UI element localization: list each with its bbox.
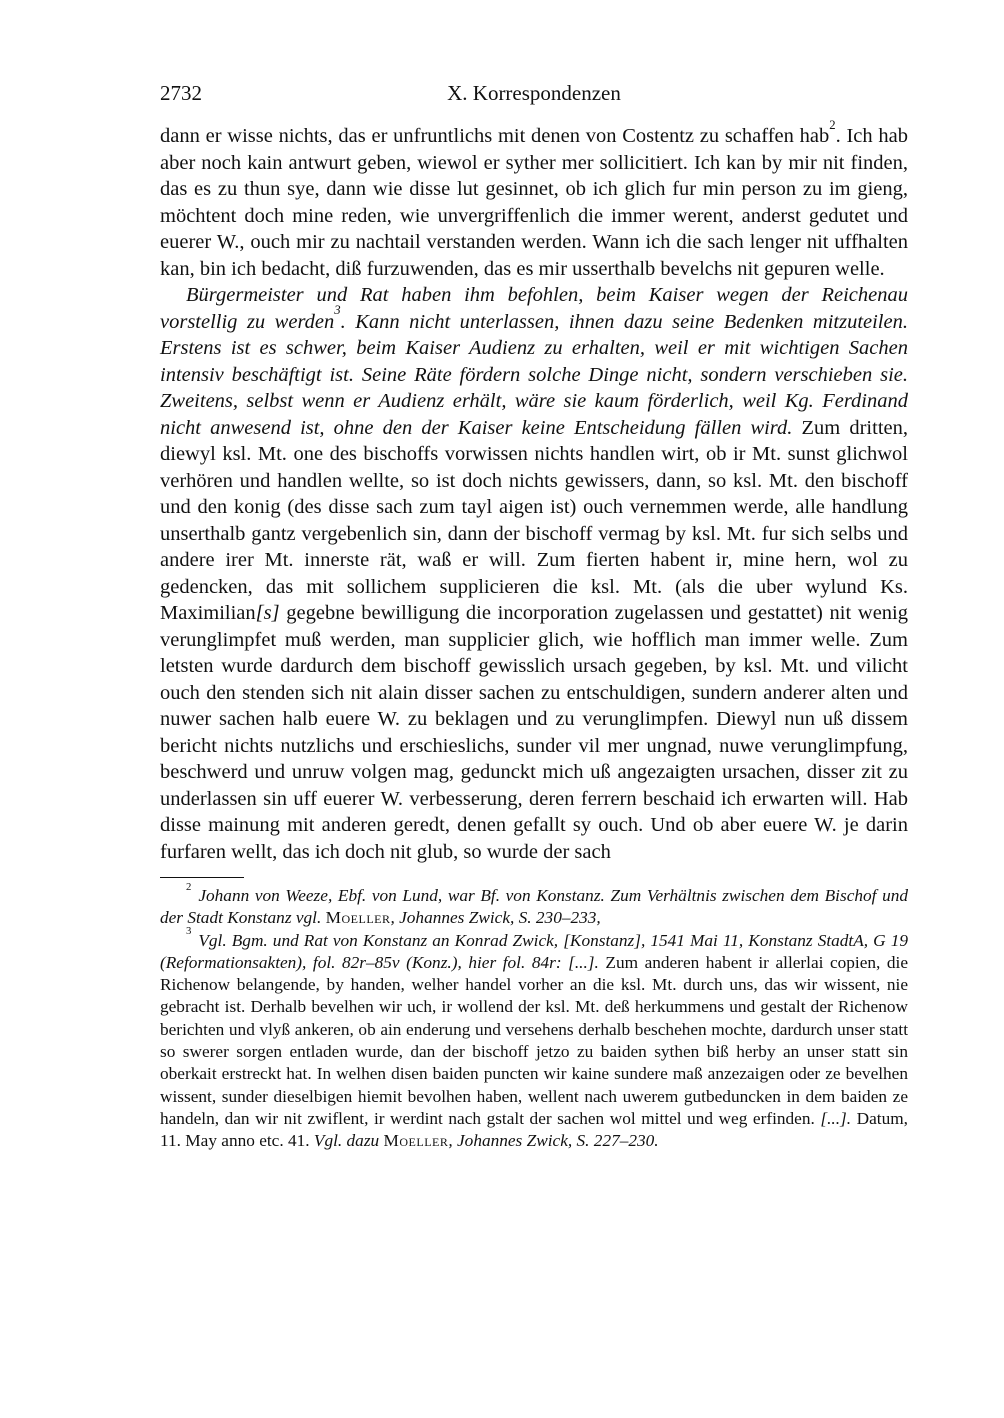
page-header [160,80,908,106]
section-title: X. Korrespondenzen [447,81,621,105]
body-text [160,117,908,865]
text-segment: Johann von Weeze, Ebf. von Lund, war Bf. von Konstanz. Zum Verhältnis zwischen dem Bischof und der Stadt Konstanz vgl. [160,886,908,928]
footnote-reference: 2 [829,117,836,132]
text-segment: Moeller [383,1131,449,1151]
text-segment: Vgl. Bgm. und Rat von Konstanz an Konrad Zwick, [Konstanz], 1541 Mai 11, Konstanz StadtA, G 19 (Reformationsakten), fol. 82r–85v (Konz.), hier fol. 84r: [...]. [160,930,908,972]
footnotes [160,880,909,1153]
footnote [160,925,909,1153]
text-segment: dann er wisse nichts, das er unfruntlichs mit denen von Costentz zu schaffen hab [160,125,830,147]
text-segment: Datum, 11. May anno etc. 41. [160,1108,908,1151]
text-segment: Vgl. dazu [313,1131,384,1151]
text-segment: . Ich hab aber noch kain antwurt geben, wiewol er syther mer sollicitiert. Ich kan by mir nit finden, das es zu thun sye, dann wie disse lut gesinnet, ob ich glich fur min person zu im gieng, möchtent doch mine reden, wie unvergriffenlich die immer werent, anderst gedutet und euerer W., ouch mir zu nachtail verstanden werden. Wann ich die sach lenger nit uffhalten kan, bin ich bedacht, diß furzuwenden, das es mir usserthalb bevelchs nit gepuren welle. [160,125,908,280]
body-paragraph [160,282,908,865]
text-segment: Zum dritten, diewyl ksl. Mt. one des bischoffs vorwissen nichts handlen wirt, ob ir Mt. sunst glichwol verhören und handlen wellte, so ist doch nichts gewissers, dann, so ksl. Mt. den bischoff und den konig (des disse sach zum tayl aigen ist) ouch vernemmen werde, alle handlung unserthalb gantz vergebenlich sin, dann der bischoff vermag by ksl. Mt. fur sich selbs und andere irer Mt. innerste rät, waß er will. Zum fierten habent ir, mine hern, wol zu gedencken, das mit sollichem supplicieren die ksl. Mt. (als die uber wylund Ks. Maximilian [160,416,908,624]
text-segment: [...]. [820,1108,852,1128]
footnote-marker: 3 [186,925,192,938]
text-segment: , Johannes Zwick, S. 230–233, [390,908,601,928]
text-segment: . Kann nicht unterlassen, ihnen dazu seine Bedenken mitzuteilen. Erstens ist es schwer, beim Kaiser Audienz zu erhalten, weil er mit wichtigen Sachen intensiv beschäftigt ist. Seine Räte fördern solche Dinge nicht, sondern verschieben sie. Zweitens, selbst wenn er Audienz erhält, wäre sie kaum förderlich, weil Kg. Ferdinand nicht anwesend ist, ohne den der Kaiser keine Entscheidung fällen wird. [160,310,908,439]
footnote-separator [160,877,244,878]
text-segment: , Johannes Zwick, S. 227–230. [448,1131,659,1151]
page-number: 2732 [160,81,202,105]
text-segment: Zum anderen habent ir allerlai copien, die Richenow belangende, by handen, welher handel vorher an die ksl. Mt. durch uns, das wir wissent, nie gebracht ist. Derhalb bevelhen wir uch, ir wollend der ksl. Mt. deß herkummens und gestalt der Richenow berichten und vlyß ankeren, ob ain enderung und versehens derhalb beschehen mochte, dardurch unser statt so swerer sorgen entladen wurde, dan der bischoff jetzo zu baiden sythen biß herby an unser statt sin oberkait erstreckt hat. In welhen disen baiden puncten wir kaine sundere maß anzezaigen oder ze bevelhen wissent, sunder dieselbigen hiemit bevolhen haben, wellent nach uwerem gutbeduncken in dem baiden ze handeln, dan wir nit zwiflent, ir werdint nach gstalt der sachen wol mittel und weg erfinden. [160,952,909,1128]
text-segment: Bürgermeister und Rat haben ihm befohlen, beim Kaiser wegen der Reichenau vorstellig zu werden [160,284,908,333]
footnote-marker: 2 [186,880,192,893]
footnote [160,880,908,930]
text-segment: gegebne bewilligung die incorporation zugelassen und gestattet) nit wenig verunglimpfet muß werden, man supplicier glich, wie hofflich man immer welle. Zum letsten wurde dardurch dem bischoff gewisslich ursach gegeben, by ksl. Mt. und vilicht ouch den stenden sich nit alain disser sachen zu entschuldigen, sundern anderer alten und nuwer sachen halb euere W. zu beklagen und zu verunglimpfen. Diewyl nun uß dissem bericht nichts nutzlichs und erschieslichs, sunder vil mer ungnad, nuwe verunglimpfung, beschwerd und unruw volgen mag, gedunckt mich uß angezaigten ursachen, disser zit zu underlassen sin uff euerer W. verbesserung, deren ferrern beschaid ich erwarten will. Hab disse mainung mit anderen geredt, denen gefallt sy ouch. Und ob aber euere W. je darin furfaren wellt, das ich doch nit glub, so wurde der sach [160,602,908,863]
text-segment: [s] [255,602,280,624]
body-paragraph [160,117,908,282]
footnote-reference: 3 [334,303,341,318]
text-segment: Moeller [325,908,391,928]
